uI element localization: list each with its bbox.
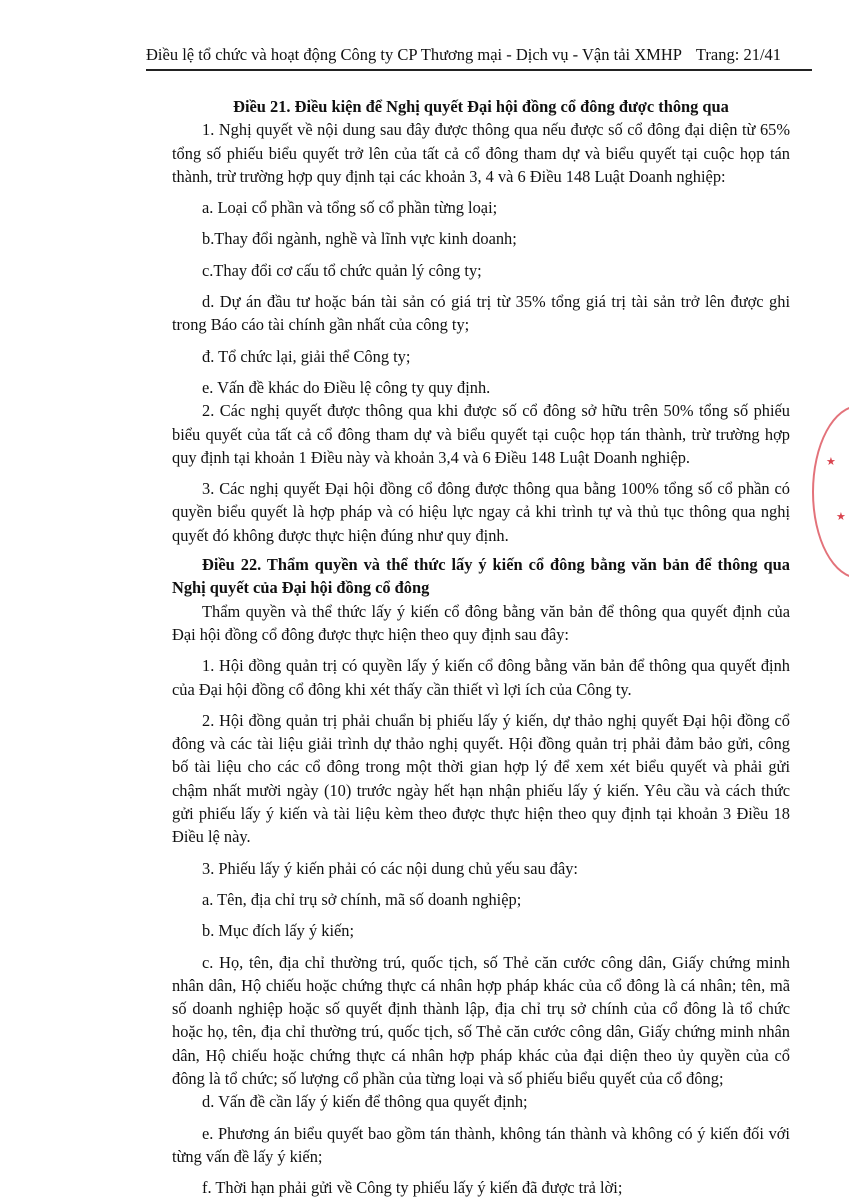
article-21-clause-3: 3. Các nghị quyết Đại hội đồng cổ đông được thông qua bằng 100% tổng số cổ phần có quyền biểu quyết là hợp pháp và có hiệu lực ngay cả khi trình tự và thủ tục thông qua nghị quyết đó không được thực hiện đúng như quy định.	[172, 479, 790, 545]
article-21-item-dd: đ. Tổ chức lại, giải thể Công ty;	[202, 346, 411, 366]
article-21-item-b: b.Thay đổi ngành, nghề và lĩnh vực kinh doanh;	[202, 229, 517, 249]
article-21-item-c: c.Thay đổi cơ cấu tổ chức quản lý công ty;	[202, 260, 482, 280]
page-header	[146, 44, 812, 66]
seal-star-icon: ★	[836, 510, 846, 523]
article-21-item-e: e. Vấn đề khác do Điều lệ công ty quy định.	[202, 377, 491, 397]
article-22-item-e: e. Phương án biểu quyết bao gồm tán thành, không tán thành và không có ý kiến đối với từng vấn đề lấy ý kiến;	[172, 1123, 790, 1166]
article-22-clause-2: 2. Hội đồng quản trị phải chuẩn bị phiếu lấy ý kiến, dự thảo nghị quyết Đại hội đồng cổ đông và các tài liệu giải trình dự thảo nghị quyết. Hội đồng quản trị phải đảm bảo gửi, công bố tài liệu cho các cổ đông trong một thời gian hợp lý để xem xét biểu quyết và phải gửi chậm nhất mười ngày (10) trước ngày hết hạn nhận phiếu lấy ý kiến. Yêu cầu và cách thức gửi phiếu lấy ý kiến và tài liệu kèm theo được thực hiện theo quy định tại khoản 3 Điều 18 Điều lệ này.	[172, 710, 790, 847]
company-seal-icon	[812, 405, 849, 579]
article-21-item-a: a. Loại cổ phần và tổng số cổ phần từng loại;	[202, 198, 498, 218]
seal-star-icon: ★	[826, 455, 836, 468]
page-number: Trang: 21/41	[695, 45, 782, 64]
article-22-item-b: b. Mục đích lấy ý kiến;	[202, 921, 355, 941]
header-divider	[146, 69, 812, 71]
article-21-item-d: d. Dự án đầu tư hoặc bán tài sản có giá trị từ 35% tổng giá trị tài sản trở lên được ghi trong Báo cáo tài chính gần nhất của công ty;	[172, 292, 790, 335]
article-21-clause-1: 1. Nghị quyết về nội dung sau đây được thông qua nếu được số cổ đông đại diện từ 65% tổng số phiếu biểu quyết trở lên của tất cả cổ đông tham dự và biểu quyết tại cuộc họp tán thành, trừ trường hợp quy định tại các khoản 3, 4 và 6 Điều 148 Luật Doanh nghiệp:	[172, 120, 790, 186]
article-22-item-f: f. Thời hạn phải gửi về Công ty phiếu lấy ý kiến đã được trả lời;	[202, 1178, 623, 1198]
article-22-clause-3: 3. Phiếu lấy ý kiến phải có các nội dung chủ yếu sau đây:	[202, 858, 578, 878]
header-title: Điều lệ tổ chức và hoạt động Công ty CP Thương mại - Dịch vụ - Vận tải XMHP	[146, 45, 682, 64]
article-22-clause-1: 1. Hội đồng quản trị có quyền lấy ý kiến cổ đông bằng văn bản để thông qua quyết định của Đại hội đồng cổ đông khi xét thấy cần thiết vì lợi ích của Công ty.	[172, 656, 790, 699]
article-22-item-d: d. Vấn đề cần lấy ý kiến để thông qua quyết định;	[202, 1092, 528, 1112]
article-22-intro: Thẩm quyền và thể thức lấy ý kiến cổ đông bằng văn bản để thông qua quyết định của Đại hội đồng cổ đông được thực hiện theo quy định sau đây:	[172, 601, 790, 644]
article-22-item-a: a. Tên, địa chỉ trụ sở chính, mã số doanh nghiệp;	[202, 889, 522, 909]
article-22-item-c: c. Họ, tên, địa chỉ thường trú, quốc tịch, số Thẻ căn cước công dân, Giấy chứng minh nhân dân, Hộ chiếu hoặc chứng thực cá nhân hợp pháp khác của cổ đông là cá nhân; tên, mã số doanh nghiệp hoặc số quyết định thành lập, địa chỉ trụ sở chính của cổ đông là tổ chức hoặc họ, tên, địa chỉ thường trú, quốc tịch, số Thẻ căn cước công dân, Giấy chứng minh nhân dân, Hộ chiếu hoặc chứng thực cá nhân hợp pháp khác của đại diện theo ủy quyền của cổ đông là tổ chức; số lượng cổ phần của từng loại và số phiếu biểu quyết của cổ đông;	[172, 952, 790, 1088]
article-21-title: Điều 21. Điều kiện để Nghị quyết Đại hội đồng cổ đông được thông qua	[233, 97, 729, 116]
article-21-clause-2: 2. Các nghị quyết được thông qua khi được số cổ đông sở hữu trên 50% tổng số phiếu biểu quyết của tất cả cổ đông tham dự và biểu quyết tại cuộc họp tán thành, trừ trường hợp quy định tại khoản 1 Điều này và khoản 3,4 và 6 Điều 148 Luật Doanh nghiệp.	[172, 401, 790, 467]
article-22-title: Điều 22. Thẩm quyền và thể thức lấy ý kiến cổ đông bằng văn bản để thông qua Nghị quyết của Đại hội đồng cổ đông	[172, 555, 790, 598]
document-body	[172, 95, 790, 1199]
